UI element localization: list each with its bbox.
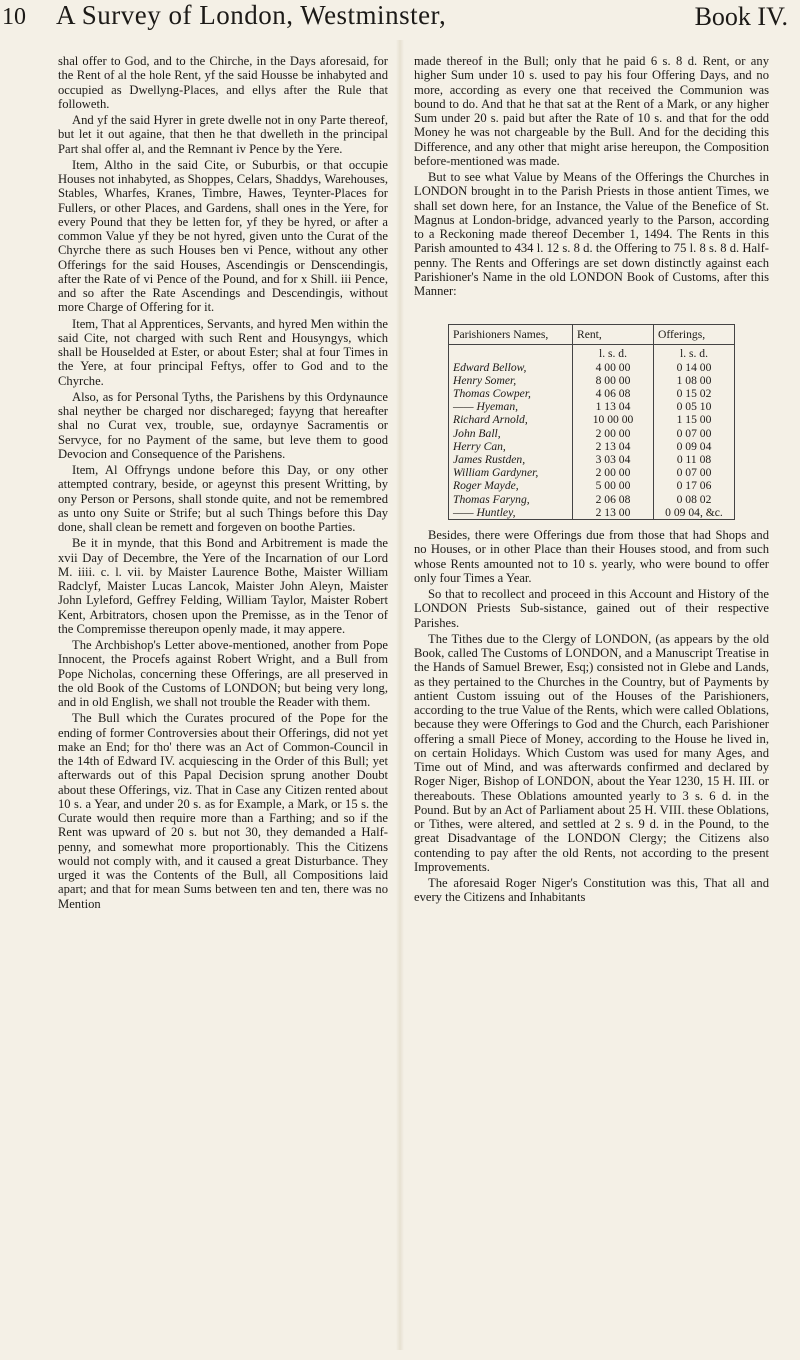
table-row [449,493,735,506]
parishioner-name: James Rustden, [449,453,573,466]
paragraph: Item, That al Apprentices, Servants, and hyred Men within the said Cite, not charged with such Rent and Housyngys, which shall be Houselded at Ester, or about Ester; shal at four Times in the Yere, at four principal Feftys, offer to God and to the Chyrche. [58,316,388,388]
page-gutter [396,40,404,1350]
rent-cell: 2 06 08 [573,493,654,506]
table-row [449,374,735,387]
table-row [449,453,735,466]
offering-cell: 0 17 06 [654,479,735,492]
offering-cell: 0 11 08 [654,453,735,466]
table-header-names: Parishioners Names, [449,325,573,345]
offering-cell: 1 08 00 [654,374,735,387]
running-title: A Survey of London, Westminster, [56,0,447,30]
paragraph: Also, as for Personal Tyths, the Parishens by this Ordynaunce shal neyther be charged nor dischareged; fayyng that hereafter shal no Curat vex, trouble, sue, ordaynye Sacramentis or Servyce, for no Payment of the same, but leve them to good Devocion and Consequence of the Parishens. [58,389,388,461]
rent-cell: 1 13 04 [573,400,654,413]
paragraph: But to see what Value by Means of the Offerings the Churches in LONDON brought in to the Parish Priests in those antient Times, we shall set down here, for an Instance, the Value of the Benefice of St. Magnus at London-bridge, advanced yearly to the Parson, according to a Reckoning made thereof December 1, 1494. The Rents in this Parish amounted to 434 l. 12 s. 8 d. the Offering to 75 l. 8 s. 8 d. Half-penny. The Rents and Offerings are set down distinctly against each Parishioner's Name in the old LONDON Book of Customs, after this Manner: [414,170,769,298]
offering-cell: 0 15 02 [654,387,735,400]
rent-cell: 10 00 00 [573,413,654,426]
offering-cell: 0 09 04, &c. [654,506,735,520]
offering-cell: 1 15 00 [654,413,735,426]
rent-cell: 8 00 00 [573,374,654,387]
rent-cell: 5 00 00 [573,479,654,492]
offering-cell: 0 08 02 [654,493,735,506]
paragraph: The Archbishop's Letter above-mentioned, another from Pope Innocent, the Procefs against Robert Wright, and a Bull from Pope Nicholas, concerning these Offerings, are all preserved in the old Book of the Customs of LONDON; but being very long, and in old English, we shall not trouble the Reader with them. [58,638,388,709]
paragraph: Item, Al Offryngs undone before this Day, or ony other attempted contrary, beside, or ageynst this present Writting, by ony Person or Persons, shall stonde quite, and not be remembred as unto ony Suite or Strife; but al such Things before this Day done, shall clean be remett and forgeven on boothe Parties. [58,463,388,534]
rent-cell: 3 03 04 [573,453,654,466]
right-column [414,54,769,907]
table-header-rent: Rent, [573,325,654,345]
table-row [449,466,735,479]
rent-cell: 2 00 00 [573,466,654,479]
paragraph: Besides, there were Offerings due from those that had Shops and no Houses, or in other Place than their Houses stood, and from such whose Rents amounted not to 10 s. yearly, who were bound to offer only four Times a Year. [414,528,769,585]
parishioner-name: —— Huntley, [449,506,573,520]
page-header [0,0,800,40]
table-row [449,506,735,520]
rent-cell: 4 00 00 [573,361,654,374]
paragraph: The Tithes due to the Clergy of LONDON, (as appears by the old Book, called The Customs of LONDON, and a Manuscript Treatise in the Hands of Samuel Brewer, Esq;) consisted not in Glebe and Lands, as they pertained to the Churches in the Country, but of Payments by antient Custom issuing out of the Houses of the Parishioners, according to the true Value of the Rents, which were called Oblations, because they were Offerings to God and the Church, each Parishioner offering a small Piece of Money, according to the House he lived in, on certain Holidays. Which Custom was used for many Ages, and Time out of Mind, and was afterwards confirmed and declared by Roger Niger, Bishop of LONDON, about the Year 1230, 15 H. III. or thereabouts. These Oblations amounted yearly to 3 s. 6 d. in the Pound. But by an Act of Parliament about 25 H. VIII. these Oblations, or Tithes, were altered, and settled at 2 s. 9 d. in the Pound, to the great Disadvantage of the LONDON Clergy; the Citizens also contending to pay after the old Rents, not according to the present Improvements. [414,631,769,874]
left-column [58,54,388,913]
paragraph: The Bull which the Curates procured of the Pope for the ending of former Controversies about their Offerings, did not yet make an End; for tho' there was an Act of Common-Council in the 14th of Edward IV. acquiescing in the Order of this Bull; yet afterwards out of this Papal Decision sprung another Doubt about these Offerings, viz. That in Case any Citizen rented about 10 s. a Year, and under 20 s. as for Example, a Mark, or 15 s. the Curate would then require more than a Farthing; and so if the Rent was upward of 20 s. but not 30, they demanded a Half-penny, and somewhat more proportionably. This the Citizens would not comply with, and it caused a great Disturbance. They urged it was the Contents of the Bull, all Compositions laid apart; and that for mean Sums between ten and ten, there was no Mention [58,711,388,911]
table-unit-rent: l. s. d. [573,345,654,361]
parishioner-name: Thomas Faryng, [449,493,573,506]
parishioner-name: John Ball, [449,427,573,440]
offering-cell: 0 05 10 [654,400,735,413]
paragraph: Be it in mynde, that this Bond and Arbitrement is made the xvii Day of Decembre, the Yere of the Incarnation of our Lord M. iiii. c. l. vii. by Maister Laurence Bothe, Maister William Radclyf, Maister Lucas Lancok, Maister John Aleyn, Maister John Lyleford, Geffrey Felding, William Taylor, Maister Robert Kent, Arbitrators, chosen upon the Premisse, as in the Tenor of the Compremisse thereupon openly made, it may appere. [58,536,388,636]
table-row [449,440,735,453]
paragraph: shal offer to God, and to the Chirche, in the Days aforesaid, for the Rent of al the hole Rent, yf the said Housse be inhabyted and occupied as Dwellyng-Places, and ellys after the Rule that followeth. [58,54,388,111]
paragraph: Item, Altho in the said Cite, or Suburbis, or that occupie Houses not inhabyted, as Shoppes, Celars, Shaddys, Warehouses, Stables, Wharfes, Kranes, Timbre, Hawes, Teynter-Places for Fullers, or other Places, and Gardens, shall ones in the Yere, for every Pound that they be letten for, yf they be hyred, or after a common Value yf they be not hyred, given unto the Curat of the Chyrche there as such Houses ben vi Pence, without any other Offerings for the said Houses, Ascendingis or Denscendingis, after the Rate of vi Pence of the Pound, and for x Shill. iii Pence, and so after the Rate Ascendings and Descendingis, without more Charge of Offering for it. [58,157,388,315]
parishioner-name: Henry Somer, [449,374,573,387]
table-header-offerings: Offerings, [654,325,735,345]
book-label: Book IV. [694,2,788,31]
paragraph: made thereof in the Bull; only that he paid 6 s. 8 d. Rent, or any higher Sum under 10 s. used to pay his four Offering Days, and no more, according as every one that received the Communion was bound to do. And that he that sat at the Rent of a Mark, or any higher Sum under 20 s. paid but after the Rate of 10 s. and that for the odd Money he was not chargeable by the Bull. And for the deciding this Difference, and any other that might arise hereupon, the Composition before-mentioned was made. [414,54,769,168]
table-unit-offer: l. s. d. [654,345,735,361]
parishioner-name: William Gardyner, [449,466,573,479]
parishioner-name: Richard Arnold, [449,413,573,426]
offerings-table [448,324,735,520]
rent-cell: 2 13 00 [573,506,654,520]
rent-cell: 2 13 04 [573,440,654,453]
table-row [449,387,735,400]
page-number: 10 [2,4,26,30]
offering-cell: 0 09 04 [654,440,735,453]
offering-cell: 0 07 00 [654,466,735,479]
rent-cell: 4 06 08 [573,387,654,400]
table-row [449,361,735,374]
table-row [449,479,735,492]
offering-cell: 0 07 00 [654,427,735,440]
paragraph: And yf the said Hyrer in grete dwelle not in ony Parte thereof, but let it out againe, that then he that dwelleth in the principal Part shal offer al, and the Remnant iv Pence by the Yere. [58,113,388,156]
parishioner-name: Edward Bellow, [449,361,573,374]
table-row [449,400,735,413]
paragraph: The aforesaid Roger Niger's Constitution was this, That all and every the Citizens and Inhabitants [414,876,769,905]
rent-cell: 2 00 00 [573,427,654,440]
parishioner-name: Roger Mayde, [449,479,573,492]
parishioner-name: —— Hyeman, [449,400,573,413]
parishioner-name: Thomas Cowper, [449,387,573,400]
paragraph: So that to recollect and proceed in this Account and History of the LONDON Priests Sub-sistance, gained out of their respective Parishes. [414,587,769,630]
parishioner-name: Herry Can, [449,440,573,453]
table-row [449,427,735,440]
table-row [449,413,735,426]
offering-cell: 0 14 00 [654,361,735,374]
